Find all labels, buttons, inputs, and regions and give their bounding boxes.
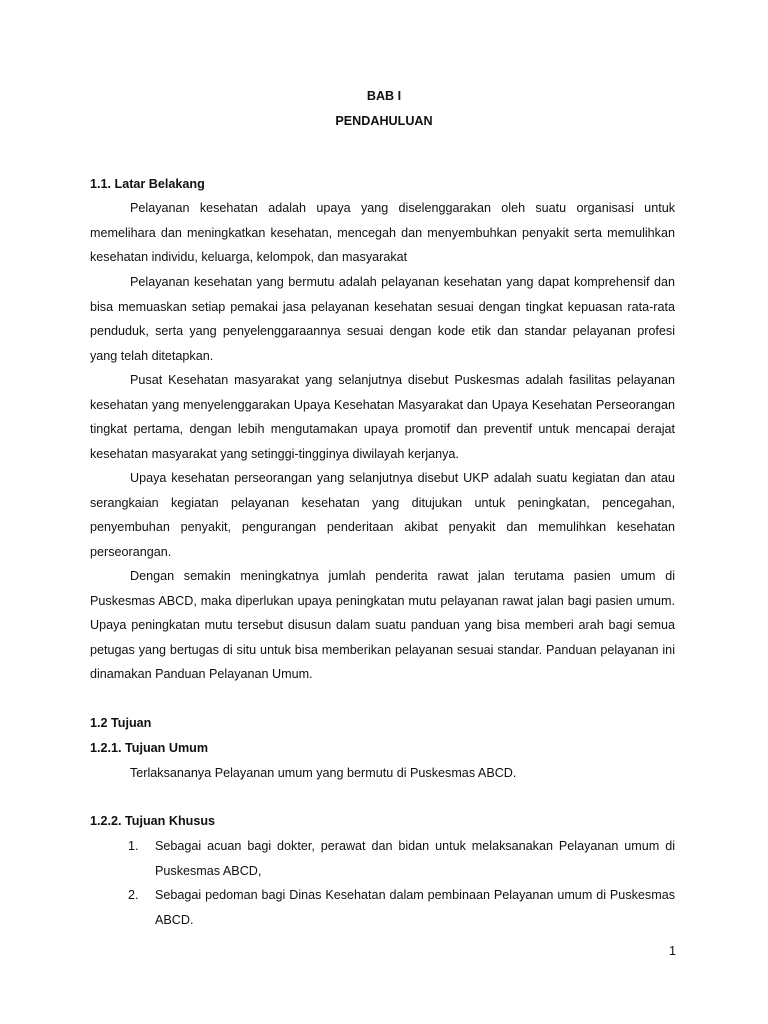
paragraph-5: Dengan semakin meningkatnya jumlah penderita rawat jalan terutama pasien umum di Puskesmas ABCD, maka diperlukan upaya peningkatan mutu pelayanan rawat jalan bagi pasien umum. Upaya peningkatan mutu tersebut disusun dalam suatu panduan yang bisa memberi arah bagi semua petugas yang bertugas di situ untuk bisa memberikan pelayanan sesuai standar. Panduan pelayanan ini dinamakan Panduan Pelayanan Umum. bbox=[90, 569, 675, 681]
list-item bbox=[90, 883, 675, 932]
tujuan-umum-text: Terlaksananya Pelayanan umum yang bermutu di Puskesmas ABCD. bbox=[130, 766, 517, 780]
subsection-heading-tujuan-khusus: 1.2.2. Tujuan Khusus bbox=[90, 814, 216, 828]
list-item-text: Sebagai pedoman bagi Dinas Kesehatan dalam pembinaan Pelayanan umum di Puskesmas ABCD. bbox=[155, 888, 675, 927]
page-number: 1 bbox=[668, 944, 676, 958]
list-item-number: 1. bbox=[128, 839, 139, 853]
section-heading-tujuan: 1.2 Tujuan bbox=[90, 716, 152, 730]
paragraph-1: Pelayanan kesehatan adalah upaya yang diselenggarakan oleh suatu organisasi untuk memelihara dan meningkatkan kesehatan, mencegah dan menyembuhkan penyakit serta memulihkan kesehatan individu, keluarga, kelompok, dan masyarakat bbox=[90, 201, 675, 264]
tujuan-khusus-list bbox=[90, 834, 675, 932]
list-item bbox=[90, 834, 675, 883]
section-heading-latar-belakang: 1.1. Latar Belakang bbox=[90, 177, 205, 191]
list-item-number: 2. bbox=[128, 888, 139, 902]
chapter-number: BAB I bbox=[366, 89, 402, 103]
paragraph-3: Pusat Kesehatan masyarakat yang selanjutnya disebut Puskesmas adalah fasilitas pelayanan kesehatan yang menyelenggarakan Upaya Kesehatan Masyarakat dan Upaya Kesehatan Perseorangan tingkat pertama, dengan lebih mengutamakan upaya promotif dan preventif untuk mencapai derajat kesehatan masyarakat yang setinggi-tingginya diwilayah kerjanya. bbox=[90, 373, 675, 461]
paragraph-2: Pelayanan kesehatan yang bermutu adalah pelayanan kesehatan yang dapat komprehensif dan bisa memuaskan setiap pemakai jasa pelayanan kesehatan sesuai dengan tingkat kepuasan rata-rata penduduk, serta yang penyelenggaraannya sesuai dengan kode etik dan standar pelayanan profesi yang telah ditetapkan. bbox=[90, 275, 675, 363]
paragraph-4: Upaya kesehatan perseorangan yang selanjutnya disebut UKP adalah suatu kegiatan dan atau serangkaian kegiatan pelayanan kesehatan yang ditujukan untuk peningkatan, pencegahan, penyembuhan penyakit, pengurangan penderitaan akibat penyakit dan memulihkan kesehatan perseorangan. bbox=[90, 471, 675, 559]
list-item-text: Sebagai acuan bagi dokter, perawat dan bidan untuk melaksanakan Pelayanan umum di Puskesmas ABCD, bbox=[155, 839, 675, 878]
chapter-title: PENDAHULUAN bbox=[335, 114, 433, 128]
subsection-heading-tujuan-umum: 1.2.1. Tujuan Umum bbox=[90, 741, 209, 755]
